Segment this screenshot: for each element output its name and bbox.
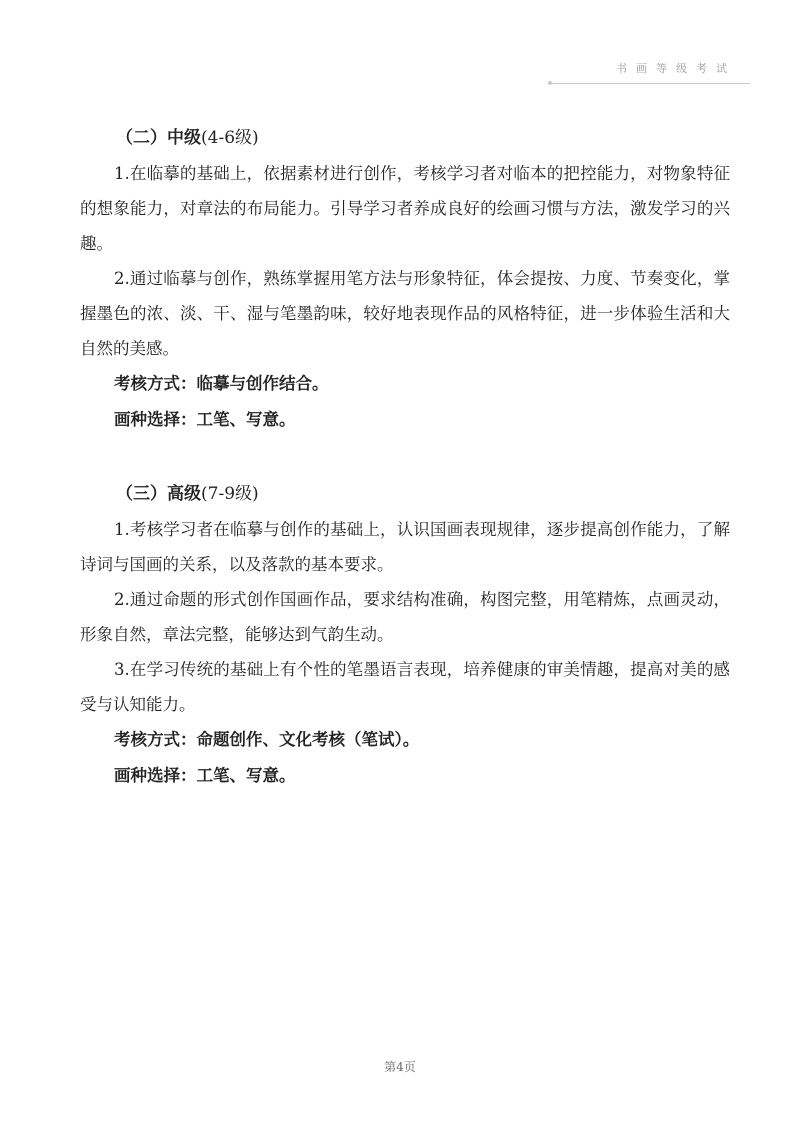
header-rule [550,83,750,84]
paragraph: 1.在临摹的基础上，依据素材进行创作，考核学习者对临本的把控能力，对物象特征的想象能力，对章法的布局能力。引导学习者养成良好的绘画习惯与方法，激发学习的兴趣。 [80,164,730,253]
assessment-method: 考核方式：命题创作、文化考核（笔试）。 [114,730,420,749]
painting-type: 画种选择：工笔、写意。 [114,410,296,429]
section-heading [80,120,730,156]
paragraph: 2.通过临摹与创作，熟练掌握用笔方法与形象特征，体会提按、力度、节奏变化，掌握墨色的浓、淡、干、湿与笔墨韵味，较好地表现作品的风格特征，进一步体验生活和大自然的美感。 [80,269,730,358]
section-level-range: (4-6级) [201,128,259,148]
paragraph: 2.通过命题的形式创作国画作品，要求结构准确，构图完整，用笔精炼，点画灵动，形象自然，章法完整，能够达到气韵生动。 [80,590,730,644]
section-heading [80,476,730,512]
page-header [550,58,750,88]
section-level-range: (7-9级) [201,484,259,504]
assessment-method: 考核方式：临摹与创作结合。 [114,374,329,393]
section-intermediate [80,120,730,438]
document-body [80,120,730,794]
page-number: 第4页 [384,1060,416,1074]
section-gap [80,438,730,476]
painting-type: 画种选择：工笔、写意。 [114,766,296,785]
section-heading-text: （二）中级 [116,128,201,148]
section-heading-text: （三）高级 [116,484,201,504]
section-advanced [80,476,730,794]
paragraph: 1.考核学习者在临摹与创作的基础上，认识国画表现规律，逐步提高创作能力，了解诗词与国画的关系，以及落款的基本要求。 [80,520,730,574]
header-title: 书画等级考试 [616,62,736,75]
paragraph: 3.在学习传统的基础上有个性的笔墨语言表现，培养健康的审美情趣，提高对美的感受与认知能力。 [80,660,730,714]
